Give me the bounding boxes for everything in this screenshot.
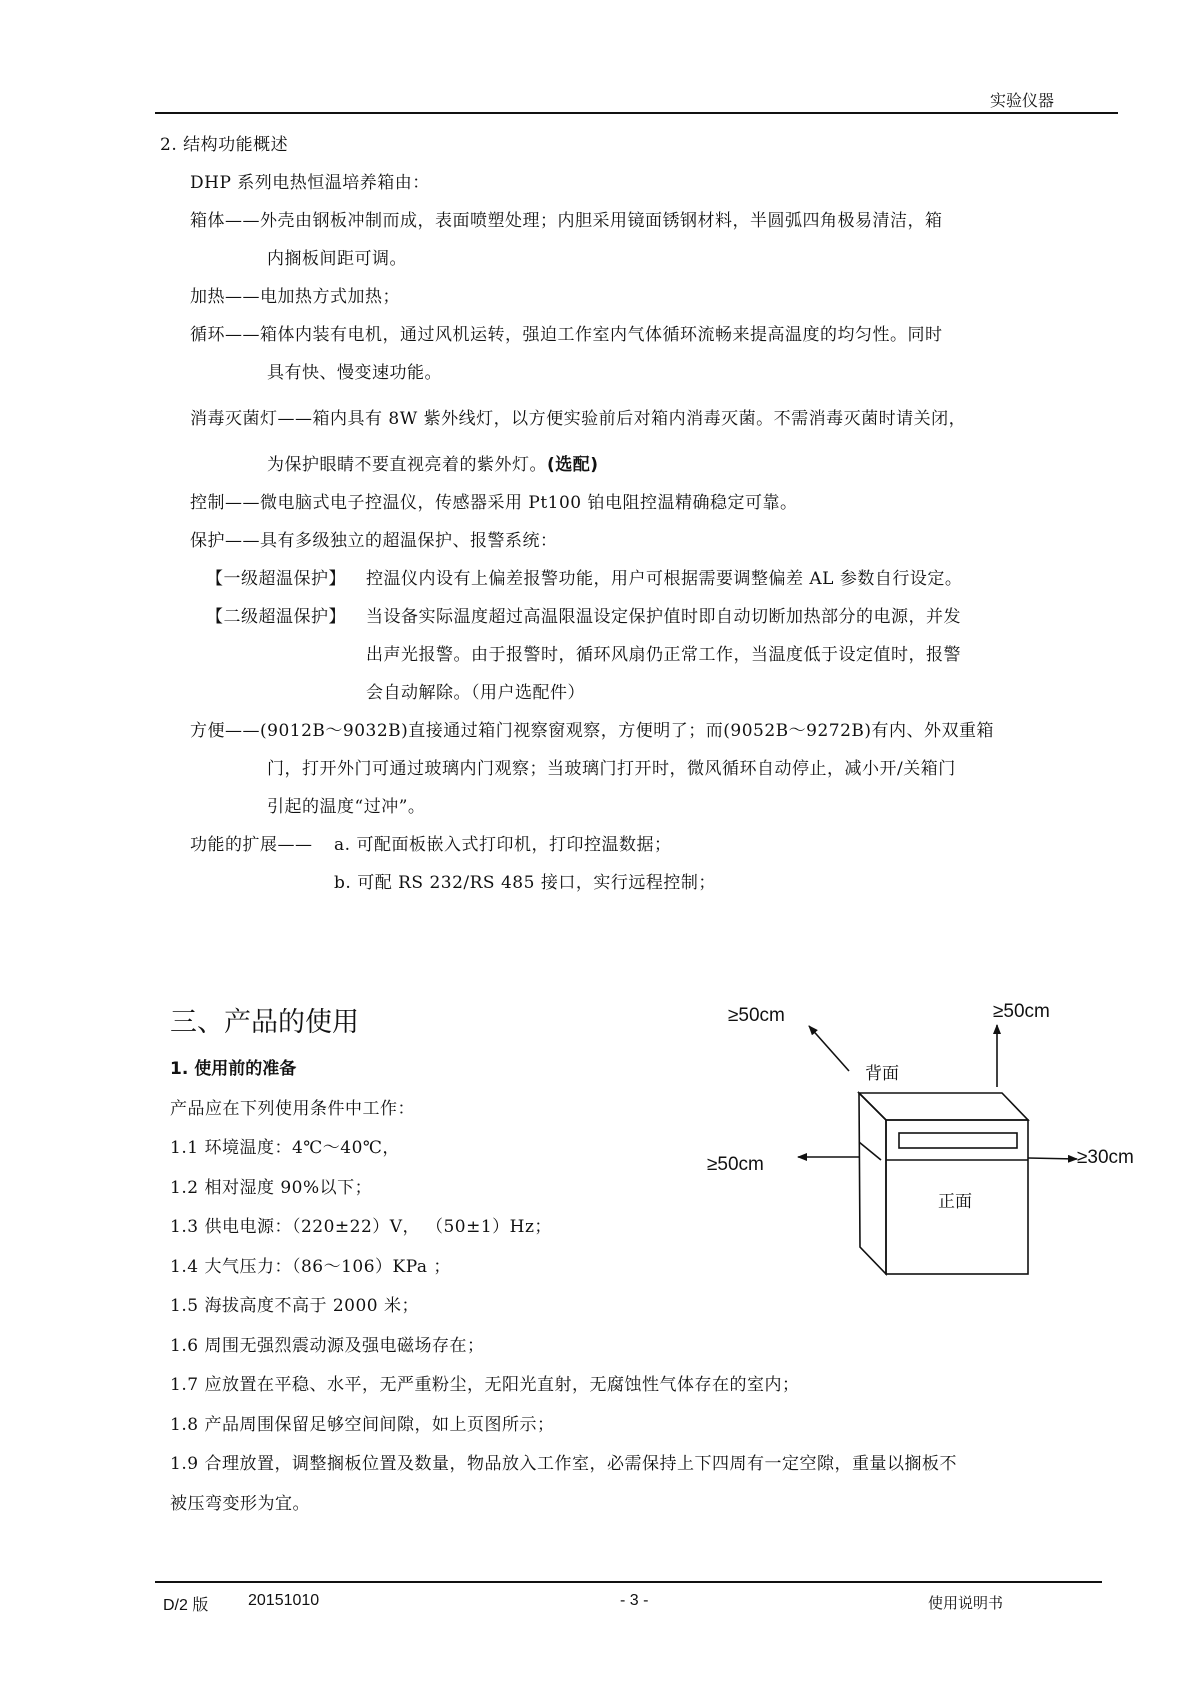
- side-panel-divider: [859, 1142, 881, 1160]
- usage-section-title: 三、产品的使用: [170, 1007, 359, 1038]
- footer-divider: [155, 1581, 1102, 1583]
- condition-item: 1.4 大气压力：（86～106）KPa ；: [170, 1257, 451, 1277]
- footer-date: 20151010: [248, 1592, 320, 1609]
- front-side-label: 正面: [938, 1192, 972, 1212]
- item-protection: 保护——具有多级独立的超温保护、报警系统：: [190, 531, 558, 551]
- convenience-line2: 门，打开外门可通过玻璃内门观察；当玻璃门打开时，微风循环自动停止，减小开/关箱门: [267, 759, 956, 779]
- item-control: 控制——微电脑式电子控温仪，传感器采用 Pt100 铂电阻控温精确稳定可靠。: [190, 493, 798, 513]
- condition-item-last-line2: 被压弯变形为宜。: [170, 1494, 310, 1514]
- extension-b: b. 可配 RS 232/RS 485 接口，实行远程控制；: [334, 873, 716, 893]
- condition-item: 1.2 相对湿度 90%以下；: [170, 1178, 373, 1198]
- protection-level1-label: 【一级超温保护】: [206, 569, 346, 589]
- protection-level2-label: 【二级超温保护】: [206, 607, 346, 627]
- optional-tag: (选配): [547, 455, 599, 475]
- protection-level2-line1: 当设备实际温度超过高温限温设定保护值时即自动切断加热部分的电源，并发: [366, 607, 961, 627]
- usage-sub-title: 1. 使用前的准备: [170, 1059, 297, 1079]
- protection-level2-line2: 出声光报警。由于报警时，循环风扇仍正常工作，当温度低于设定值时，报警: [366, 645, 961, 665]
- extension-a: a. 可配面板嵌入式打印机，打印控温数据；: [334, 835, 672, 855]
- condition-item: 1.8 产品周围保留足够空间间隙，如上页图所示；: [170, 1415, 555, 1435]
- clearance-right-label: ≥30cm: [1077, 1147, 1134, 1168]
- item-uv-lamp-text: 为保护眼睛不要直视亮着的紫外灯。: [267, 455, 547, 475]
- item-heating: 加热——电加热方式加热；: [190, 287, 400, 307]
- item-circulation-line2: 具有快、慢变速功能。: [267, 363, 442, 383]
- structure-heading: 2. 结构功能概述: [160, 135, 289, 155]
- usage-intro: 产品应在下列使用条件中工作：: [170, 1099, 415, 1119]
- condition-item: 1.6 周围无强烈震动源及强电磁场存在；: [170, 1336, 485, 1356]
- clearance-top-label: ≥50cm: [993, 1001, 1050, 1022]
- item-cabinet-line1: 箱体——外壳由钢板冲制而成，表面喷塑处理；内胆采用镜面锈钢材料，半圆弧四角极易清洁，箱: [190, 211, 943, 231]
- footer-version: D/2 版: [163, 1597, 209, 1614]
- protection-level1-text: 控温仪内设有上偏差报警功能，用户可根据需要调整偏差 AL 参数自行设定。: [366, 569, 963, 589]
- structure-intro: DHP 系列电热恒温培养箱由：: [190, 173, 430, 193]
- item-uv-lamp-line1: 消毒灭菌灯——箱内具有 8W 紫外线灯，以方便实验前后对箱内消毒灭菌。不需消毒灭菌时请关闭，: [190, 409, 967, 429]
- condition-item: 1.1 环境温度：4℃～40℃，: [170, 1138, 400, 1158]
- cabinet-side-face: [859, 1093, 886, 1274]
- convenience-line3: 引起的温度“过冲”。: [267, 797, 426, 817]
- condition-item: 1.3 供电电源：（220±22）V， （50±1）Hz；: [170, 1217, 552, 1237]
- arrow-right: [1028, 1158, 1077, 1159]
- back-side-label: 背面: [865, 1064, 899, 1084]
- cabinet-top-face: [859, 1093, 1028, 1120]
- clearance-left-label: ≥50cm: [707, 1154, 764, 1175]
- arrow-back: [809, 1026, 849, 1071]
- item-circulation-line1: 循环——箱体内装有电机，通过风机运转，强迫工作室内气体循环流畅来提高温度的均匀性。同时: [190, 325, 943, 345]
- condition-item-last-line1: 1.9 合理放置，调整搁板位置及数量，物品放入工作室，必需保持上下四周有一定空隙，重量以搁板不: [170, 1454, 957, 1474]
- convenience-line1: 方便——(9012B～9032B)直接通过箱门视察窗观察，方便明了；而(9052B～9272B)有内、外双重箱: [190, 721, 995, 741]
- clearance-back-label: ≥50cm: [728, 1005, 785, 1026]
- footer-doc-type: 使用说明书: [928, 1594, 1004, 1612]
- display-window: [899, 1133, 1017, 1148]
- item-cabinet-line2: 内搁板间距可调。: [267, 249, 407, 269]
- condition-item: 1.5 海拔高度不高于 2000 米；: [170, 1296, 420, 1316]
- header-title: 实验仪器: [990, 91, 1055, 110]
- extension-label: 功能的扩展——: [190, 835, 313, 855]
- protection-level2-line3: 会自动解除。（用户选配件）: [366, 683, 585, 703]
- condition-item: 1.7 应放置在平稳、水平，无严重粉尘，无阳光直射，无腐蚀性气体存在的室内；: [170, 1375, 800, 1395]
- footer-page-number: - 3 -: [620, 1592, 649, 1609]
